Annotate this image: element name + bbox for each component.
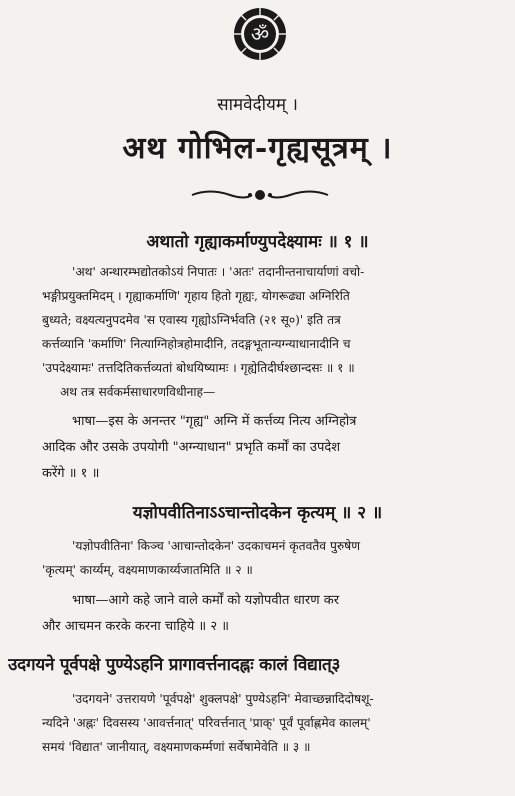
bhasha-line: भाषा—इस के अनन्तर "गृह्य" अग्नि में कर्त्तव्य नित्य अग्निहोत्र: [72, 414, 357, 429]
page-title: अथ गोभिल-गृह्यसूत्रम् ।: [122, 131, 393, 166]
commentary-line: न्यदिने 'अह्नः' दिवसस्य 'आवर्त्तनात्' परिवर्त्तनात् 'प्राक्' पूर्वं पूर्वाह्णमेव कालम्': [42, 716, 371, 730]
commentary-line: 'यज्ञोपवीतिना' किञ्च 'आचान्तोदकेन' उदकाचमनं कृतवतैव पुरुषेण: [72, 539, 361, 553]
commentary-line: समयं 'विद्यात' जानीयात्, वक्ष्यमाणकर्म्मणां सर्वेषामेवेति ॥ ३ ॥: [42, 740, 311, 754]
bhasha-line: आदिक और उसके उपयोगी "अग्न्याधान" प्रभृति कर्मों का उपदेश: [42, 440, 341, 455]
divider-ornament-icon: [190, 186, 330, 204]
om-emblem-icon: [232, 6, 288, 62]
commentary-line: कर्त्तव्यानि 'कर्माणि' नित्याग्निहोत्रहोमादीनि, तदङ्गभूतान्यग्न्याधानादीनि च: [42, 337, 351, 351]
veda-heading: सामवेदीयम् ।: [217, 95, 298, 115]
intro-line: अथ तत्र सर्वकर्मसाधारणविधीनाह—: [60, 385, 216, 399]
sutra-1: अथातो गृह्याकर्माण्युपदेक्ष्यामः ॥ १ ॥: [146, 232, 369, 252]
commentary-line: 'कृत्यम्' कार्य्यम्, वक्ष्यमाणकार्य्यजातमिति ॥ २ ॥: [42, 563, 253, 577]
commentary-line: बुध्यते; वक्ष्यत्यनुपदमेव 'स एवास्य गृह्योऽग्निर्भवति (२१ सू०)' इति तत्र: [42, 313, 341, 327]
commentary-line: 'उदगयने' उत्तरायणे 'पूर्वपक्षे' शुक्लपक्षे' पुण्येऽहनि' मेवाच्छन्नादिदोषशू-: [72, 692, 374, 706]
bhasha-line: करेंगे ॥ १ ॥: [42, 466, 100, 481]
sutra-2: यज्ञोपवीतिनाऽऽचान्तोदकेन कृत्यम् ॥ २ ॥: [132, 503, 383, 523]
bhasha-line: भाषा—आगे कहे जाने वाले कर्मों को यज्ञोपवीत धारण कर: [72, 593, 340, 608]
commentary-line: 'उपदेक्ष्यामः' तत्तदितिकर्त्तव्यतां बोधयिष्यामः । गृह्येतिदीर्घश्छान्दसः ॥ १ ॥: [42, 361, 355, 375]
commentary-line: भङ्गीप्रयुक्तमिदम् । गृह्याकर्माणि' गृहाय हितो गृह्यः, योगरूढ्या अग्निरिति: [42, 289, 350, 303]
sutra-3: उदगयने पूर्वपक्षे पुण्येऽहनि प्रागावर्त्तनादह्नः कालं विद्यात्३: [8, 655, 341, 675]
bhasha-line: और आचमन करके करना चाहिये ॥ २ ॥: [42, 619, 230, 634]
commentary-line: 'अथ' अन्थारम्भद्योतकोऽयं निपातः । 'अतः' तदानीन्तनाचार्याणां वचो-: [72, 265, 365, 279]
svg-text:ॐ: ॐ: [250, 22, 270, 46]
